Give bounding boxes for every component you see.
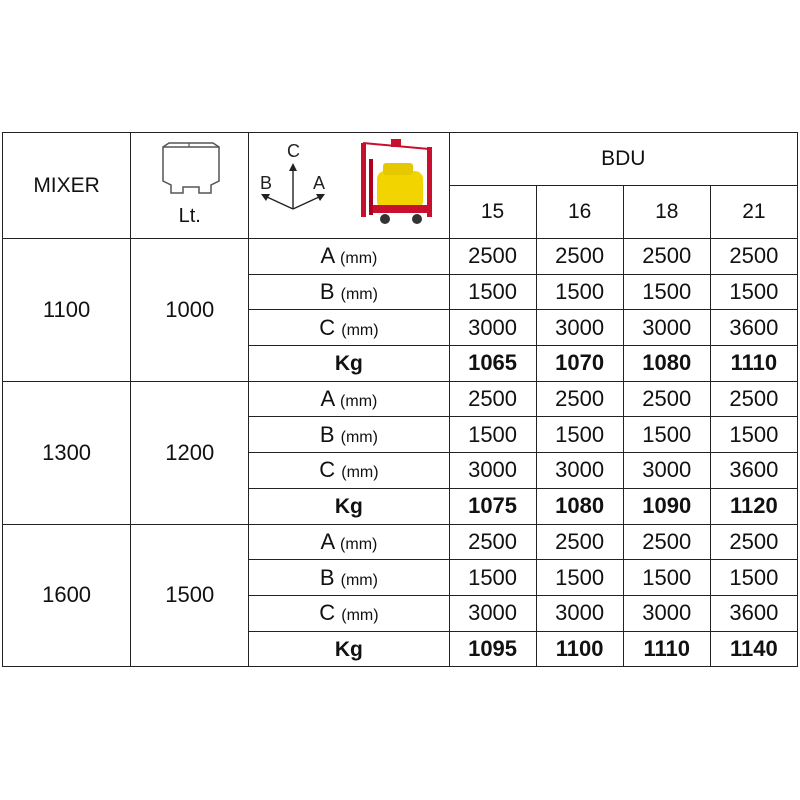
dimension-value-cell: 1500 xyxy=(536,560,623,596)
parameter-cell xyxy=(249,239,449,275)
axis-a-label: A xyxy=(313,173,326,193)
dimension-value-cell: 3000 xyxy=(623,453,710,489)
weight-value-cell: 1090 xyxy=(623,488,710,524)
weight-value-cell: 1140 xyxy=(710,631,797,667)
model-header: 15 xyxy=(449,186,536,239)
parameter-unit: (mm) xyxy=(341,321,379,339)
parameter-cell xyxy=(249,310,449,346)
parameter-label: B xyxy=(319,564,335,590)
model-header: 18 xyxy=(623,186,710,239)
parameter-label: C xyxy=(319,600,336,626)
dimension-value-cell: 2500 xyxy=(449,524,536,560)
axes-icon xyxy=(255,139,335,219)
dimension-value-cell: 2500 xyxy=(536,239,623,275)
spec-table xyxy=(2,132,798,667)
dimension-value-cell: 2500 xyxy=(710,239,797,275)
dimension-value-cell: 1500 xyxy=(623,417,710,453)
model-header: 16 xyxy=(536,186,623,239)
dimension-value-cell: 3600 xyxy=(710,453,797,489)
dimension-value-cell: 3000 xyxy=(536,310,623,346)
dimension-value-cell: 1500 xyxy=(710,274,797,310)
mixer-model-cell: 1300 xyxy=(3,381,131,524)
spec-table-body xyxy=(3,239,798,667)
dimension-value-cell: 2500 xyxy=(449,239,536,275)
table-row xyxy=(3,524,798,560)
parameter-label: Kg xyxy=(334,495,363,519)
dimension-value-cell: 1500 xyxy=(623,274,710,310)
sprayer-machine-image xyxy=(355,137,439,227)
dimension-value-cell: 3000 xyxy=(536,595,623,631)
dimension-value-cell: 1500 xyxy=(710,417,797,453)
dimension-value-cell: 1500 xyxy=(449,560,536,596)
axis-c-label: C xyxy=(287,141,301,161)
dimension-value-cell: 3000 xyxy=(623,310,710,346)
dimension-value-cell: 2500 xyxy=(710,381,797,417)
dimension-value-cell: 1500 xyxy=(710,560,797,596)
weight-value-cell: 1070 xyxy=(536,346,623,382)
mixer-header: MIXER xyxy=(3,133,131,239)
model-header: 21 xyxy=(710,186,797,239)
mixer-model-cell: 1100 xyxy=(3,239,131,382)
dimension-value-cell: 3000 xyxy=(449,453,536,489)
parameter-cell xyxy=(249,453,449,489)
capacity-cell: 1200 xyxy=(131,381,249,524)
parameter-unit: (mm) xyxy=(341,607,379,625)
dimension-value-cell: 1500 xyxy=(536,417,623,453)
dimension-value-cell: 2500 xyxy=(536,524,623,560)
parameter-label: A xyxy=(320,528,334,554)
weight-value-cell: 1110 xyxy=(710,346,797,382)
weight-value-cell: 1080 xyxy=(536,488,623,524)
parameter-cell xyxy=(249,631,449,667)
weight-value-cell: 1110 xyxy=(623,631,710,667)
parameter-label: Kg xyxy=(334,637,363,661)
parameter-unit: (mm) xyxy=(340,286,378,304)
parameter-label: Kg xyxy=(334,352,363,376)
mixer-model-cell: 1600 xyxy=(3,524,131,667)
table-row xyxy=(3,381,798,417)
dimension-value-cell: 2500 xyxy=(710,524,797,560)
dimension-value-cell: 1500 xyxy=(536,274,623,310)
bdu-header: BDU xyxy=(449,133,797,186)
parameter-cell xyxy=(249,595,449,631)
dimension-value-cell: 1500 xyxy=(623,560,710,596)
parameter-cell xyxy=(249,274,449,310)
dimensions-header xyxy=(249,133,449,239)
capacity-header xyxy=(131,133,249,239)
weight-value-cell: 1080 xyxy=(623,346,710,382)
dimension-value-cell: 2500 xyxy=(623,381,710,417)
parameter-cell xyxy=(249,524,449,560)
dimension-value-cell: 3000 xyxy=(536,453,623,489)
weight-value-cell: 1075 xyxy=(449,488,536,524)
dimension-value-cell: 3000 xyxy=(449,595,536,631)
tank-icon xyxy=(159,141,223,197)
parameter-unit: (mm) xyxy=(340,535,378,553)
parameter-cell xyxy=(249,488,449,524)
parameter-cell xyxy=(249,346,449,382)
capacity-unit-label: Lt. xyxy=(178,205,201,227)
parameter-label: C xyxy=(319,314,336,340)
capacity-cell: 1000 xyxy=(131,239,249,382)
table-row xyxy=(3,239,798,275)
parameter-label: A xyxy=(320,386,334,412)
parameter-label: A xyxy=(320,243,334,269)
parameter-unit: (mm) xyxy=(340,250,378,268)
weight-value-cell: 1120 xyxy=(710,488,797,524)
dimension-value-cell: 2500 xyxy=(536,381,623,417)
dimension-value-cell: 3600 xyxy=(710,595,797,631)
dimension-value-cell: 3000 xyxy=(623,595,710,631)
dimension-value-cell: 3000 xyxy=(449,310,536,346)
parameter-cell xyxy=(249,381,449,417)
parameter-label: C xyxy=(319,457,336,483)
parameter-cell xyxy=(249,560,449,596)
weight-value-cell: 1095 xyxy=(449,631,536,667)
parameter-unit: (mm) xyxy=(340,393,378,411)
weight-value-cell: 1100 xyxy=(536,631,623,667)
dimension-value-cell: 2500 xyxy=(623,239,710,275)
dimension-value-cell: 2500 xyxy=(449,381,536,417)
dimension-value-cell: 3600 xyxy=(710,310,797,346)
dimension-value-cell: 2500 xyxy=(623,524,710,560)
parameter-unit: (mm) xyxy=(340,571,378,589)
weight-value-cell: 1065 xyxy=(449,346,536,382)
dimension-value-cell: 1500 xyxy=(449,417,536,453)
capacity-cell: 1500 xyxy=(131,524,249,667)
parameter-label: B xyxy=(319,279,335,305)
axis-b-label: B xyxy=(260,173,273,193)
parameter-unit: (mm) xyxy=(340,428,378,446)
dimension-value-cell: 1500 xyxy=(449,274,536,310)
parameter-cell xyxy=(249,417,449,453)
parameter-label: B xyxy=(319,421,335,447)
parameter-unit: (mm) xyxy=(341,464,379,482)
